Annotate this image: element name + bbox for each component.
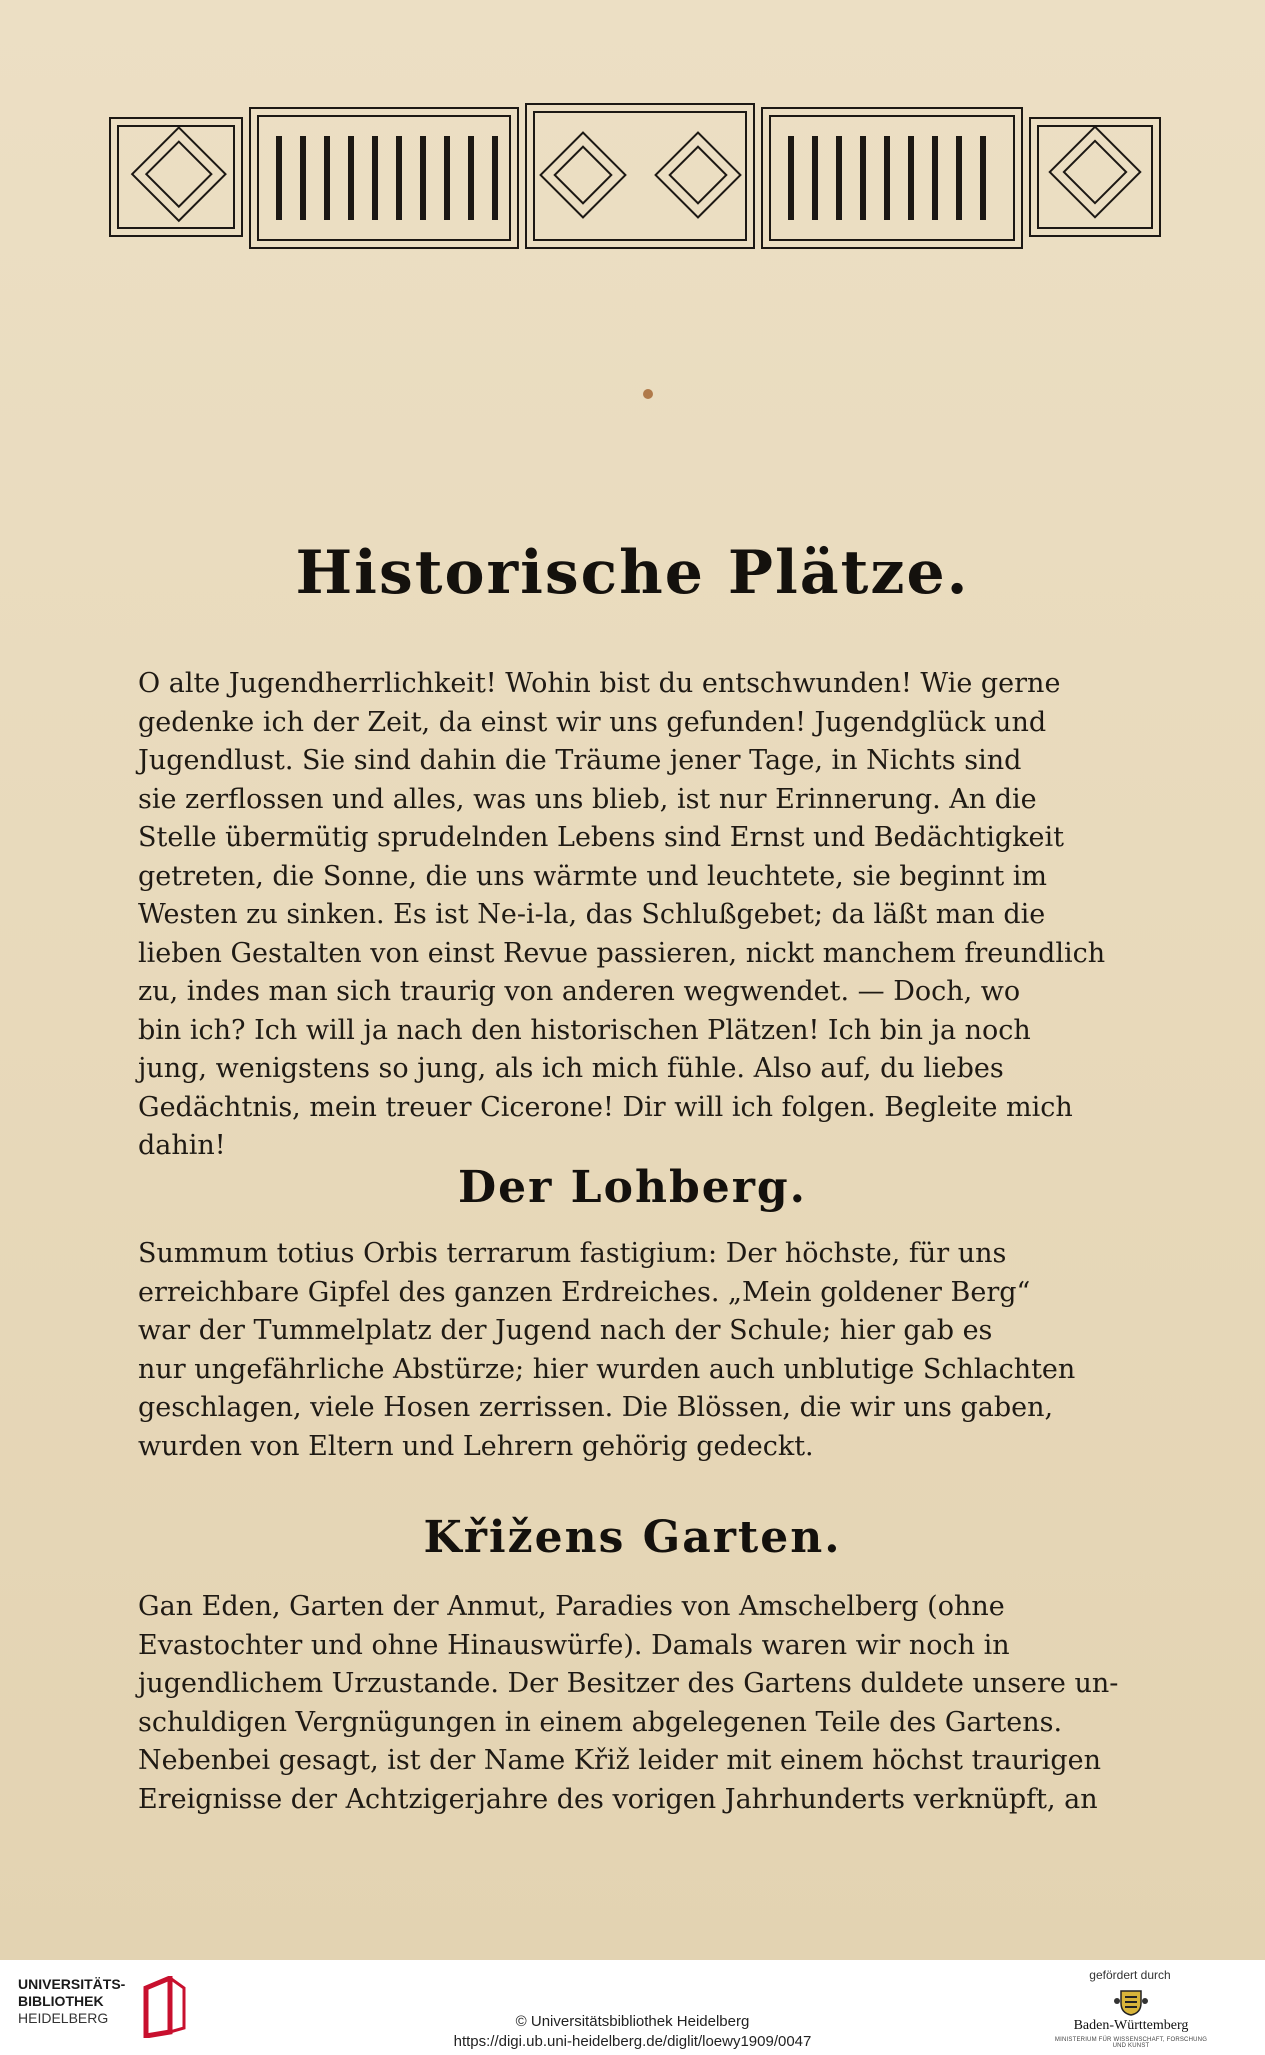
baden-wuerttemberg-crest-icon [1113,1987,1149,2017]
text-line: lieben Gestalten von einst Revue passieren, nickt manchem freundlich [138,937,1106,969]
text-line: O alte Jugendherrlichkeit! Wohin bist du entschwunden! Wie gerne [138,668,1061,699]
text-line: Ereignisse der Achtzigerjahre des vorigen Jahrhunderts verknüpft, an [138,1783,1098,1815]
paragraph-krizens-garten [138,1588,1178,1819]
text-line: gedenke ich der Zeit, da einst wir uns gefunden! Jugendglück und [138,706,1047,738]
text-line: schuldigen Vergnügungen in einem abgelegenen Teile des Gartens. [138,1706,1063,1738]
text-line: Nebenbei gesagt, ist der Name Křiž leider mit einem höchst traurigen [138,1745,1102,1776]
section-title-lohberg: Der Lohberg. [458,1162,807,1213]
text-line: getreten, die Sonne, die uns wärmte und leuchtete, sie beginnt im [138,860,1048,892]
text-line: erreichbare Gipfel des ganzen Erdreiches. „Mein goldener Berg“ [138,1276,1031,1308]
text-line: bin ich? Ich will ja nach den historischen Plätzen! Ich bin ja noch [138,1014,1031,1046]
funder-ministry: MINISTERIUM FÜR WISSENSCHAFT, FORSCHUNG UND KUNST [1054,2037,1208,2049]
text-line: geschlagen, viele Hosen zerrissen. Die Blössen, die wir uns gaben, [138,1392,1054,1423]
text-line: Summum totius Orbis terrarum fastigium: Der höchste, für uns [138,1238,1007,1269]
text-line: Gedächtnis, mein treuer Cicerone! Dir will ich folgen. Begleite mich [138,1091,1073,1123]
page-title: Historische Plätze. [295,538,970,608]
ub-logo-line2: BIBLIOTHEK [18,1993,104,2009]
ub-logo-line1: UNIVERSITÄTS- [18,1976,126,1992]
text-line: zu, indes man sich traurig von anderen wegwendet. — Doch, wo [138,976,1021,1007]
decorative-border-ornament [108,100,1163,252]
text-line: jung, wenigstens so jung, als ich mich fühle. Also auf, du liebes [138,1053,1004,1084]
funder-name: Baden-Württemberg [1073,2018,1189,2033]
section-title-krizens-garten: Křižens Garten. [423,1512,842,1563]
text-line: Evastochter und ohne Hinauswürfe). Damals waren wir noch in [138,1629,1010,1661]
text-line: jugendlichem Urzustande. Der Besitzer des Gartens duldete unsere un- [138,1668,1119,1699]
paragraph-lohberg [138,1235,1178,1466]
text-line: nur ungefährliche Abstürze; hier wurden auch unblutige Schlachten [138,1353,1076,1385]
text-line: Stelle übermütig sprudelnden Lebens sind Ernst und Bedächtigkeit [138,822,1065,853]
text-line: dahin! [138,1130,226,1161]
text-line: wurden von Eltern und Lehrern gehörig gedeckt. [138,1430,814,1462]
ub-logo-line3: HEIDELBERG [18,2010,109,2026]
paragraph-intro [138,665,1178,1166]
copyright-notice: © Universitätsbibliothek Heidelberg [515,2013,750,2030]
funded-by-label: gefördert durch [1089,1968,1171,1982]
text-line: Jugendlust. Sie sind dahin die Träume jener Tage, in Nichts sind [138,745,1022,776]
ink-spot [643,389,653,399]
text-line: sie zerflossen und alles, was uns blieb, ist nur Erinnerung. An die [138,783,1037,815]
text-line: Westen zu sinken. Es ist Ne-i-la, das Schlußgebet; da läßt man die [138,899,1046,930]
text-line: war der Tummelplatz der Jugend nach der Schule; hier gab es [138,1315,993,1346]
footer-bar [0,1960,1265,2055]
text-line: Gan Eden, Garten der Anmut, Paradies von Amschelberg (ohne [138,1591,1005,1622]
permalink-url[interactable]: https://digi.ub.uni-heidelberg.de/diglit/loewy1909/0047 [453,2033,812,2050]
